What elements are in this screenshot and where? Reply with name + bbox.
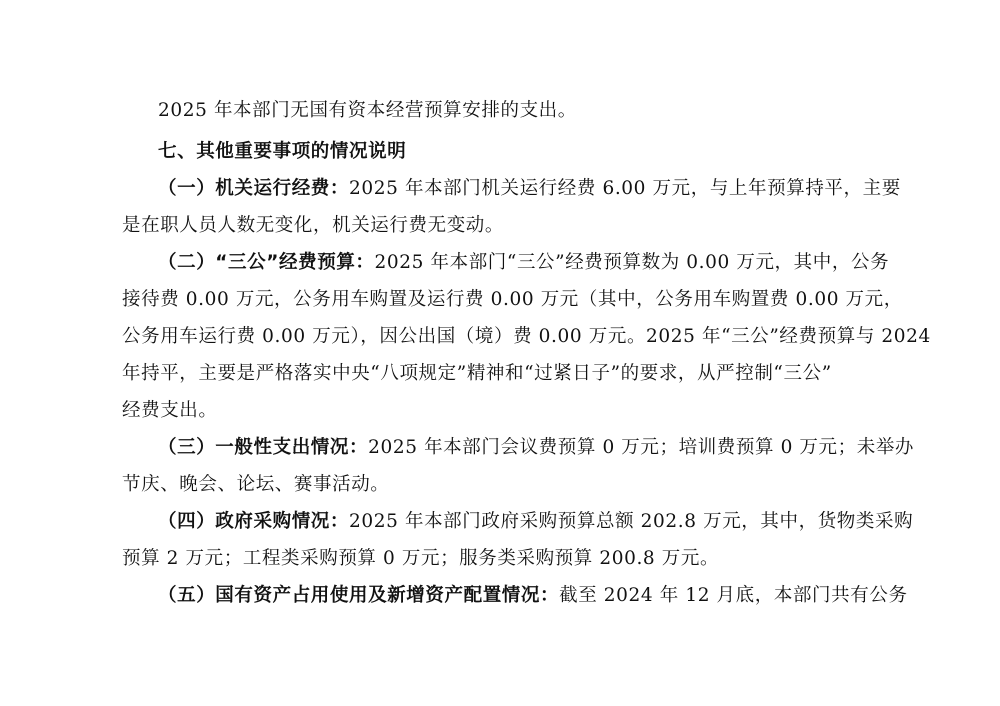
item1-line2 <box>122 213 504 239</box>
item4-label: （四）政府采购情况： <box>158 511 350 532</box>
item5-label: （五）国有资产占用使用及新增资产配置情况： <box>158 585 560 606</box>
item2-text-cont: 公务用车运行费 0.00 万元），因公出国（境）费 0.00 万元。2025 年“三公”经费预算与 2024 <box>122 326 931 347</box>
item2-text-cont: 接待费 0.00 万元，公务用车购置及运行费 0.00 万元（其中，公务用车购置费 0.00 万元， <box>122 289 903 310</box>
item2-line1 <box>158 250 889 276</box>
section-heading: 七、其他重要事项的情况说明 <box>158 141 407 162</box>
item1-line1 <box>158 176 901 202</box>
item1-text-cont: 是在职人员人数无变化，机关运行费无变动。 <box>122 215 505 236</box>
item2-line4 <box>122 361 832 387</box>
item4-text: 2025 年本部门政府采购预算总额 202.8 万元，其中，货物类采购 <box>349 511 914 532</box>
item2-line5 <box>122 398 218 424</box>
item2-text-cont: 年持平，主要是严格落实中央“八项规定”精神和“过紧日子”的要求，从严控制“三公” <box>122 363 832 384</box>
item2-text: 2025 年本部门“三公”经费预算数为 0.00 万元，其中，公务 <box>374 252 890 273</box>
item1-label: （一）机关运行经费： <box>158 178 350 199</box>
paragraph-line <box>158 98 577 124</box>
paragraph-text: 2025 年本部门无国有资本经营预算安排的支出。 <box>158 100 577 121</box>
item3-line2 <box>122 472 389 498</box>
item2-line3 <box>122 324 931 350</box>
item5-text: 截至 2024 年 12 月底，本部门共有公务 <box>559 585 908 606</box>
item1-text: 2025 年本部门机关运行经费 6.00 万元，与上年预算持平，主要 <box>349 178 901 199</box>
item4-text-cont: 预算 2 万元；工程类采购预算 0 万元；服务类采购预算 200.8 万元。 <box>122 548 720 569</box>
item4-line1 <box>158 509 913 535</box>
item3-text: 2025 年本部门会议费预算 0 万元；培训费预算 0 万元；未举办 <box>368 437 915 458</box>
item3-line1 <box>158 435 914 461</box>
item3-label: （三）一般性支出情况： <box>158 437 369 458</box>
item4-line2 <box>122 546 719 572</box>
item2-line2 <box>122 287 903 313</box>
item2-label: （二）“三公”经费预算： <box>158 252 375 273</box>
item2-text-cont: 经费支出。 <box>122 400 218 421</box>
item3-text-cont: 节庆、晚会、论坛、赛事活动。 <box>122 474 390 495</box>
item5-line1 <box>158 583 908 609</box>
